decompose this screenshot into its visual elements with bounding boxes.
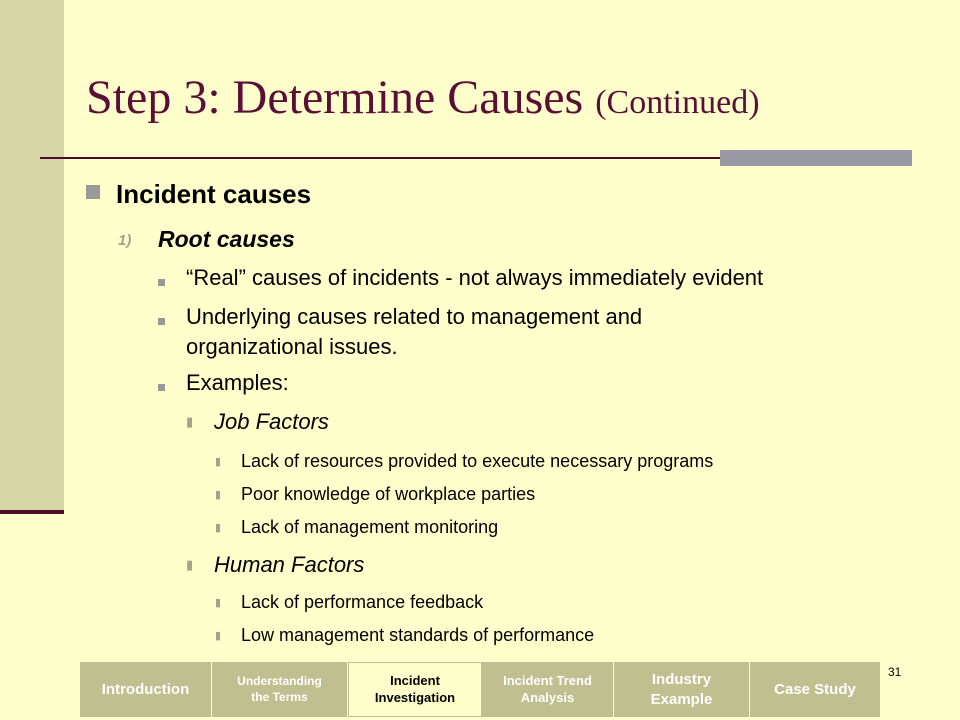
job-factor-item: Poor knowledge of workplace parties bbox=[241, 484, 536, 504]
bullet-underlying-causes-line1: Underlying causes related to management and bbox=[186, 304, 643, 329]
diamond-bullet-icon: ▮ bbox=[186, 557, 194, 572]
nav-label bbox=[503, 673, 592, 707]
nav-label bbox=[651, 670, 713, 709]
nav-label-line2: Investigation bbox=[374, 689, 456, 705]
human-factor-item: Lack of performance feedback bbox=[241, 592, 484, 612]
square-bullet-icon bbox=[158, 318, 165, 325]
nav-label: Case Study bbox=[774, 680, 856, 698]
nav-label-line2: the Terms bbox=[251, 689, 308, 704]
nav-introduction[interactable] bbox=[80, 662, 212, 717]
small-bullet-icon: ▮ bbox=[215, 489, 222, 501]
small-bullet-icon: ▮ bbox=[215, 630, 222, 642]
nav-label-line1: Understanding bbox=[237, 673, 322, 688]
nav-label-line1: Industry bbox=[651, 671, 712, 688]
nav-case-study[interactable] bbox=[750, 662, 880, 717]
nav-industry-example[interactable] bbox=[614, 662, 750, 717]
numbered-marker: 1) bbox=[118, 232, 132, 249]
group-label-human-factors: Human Factors bbox=[214, 552, 365, 577]
bullet-underlying-causes-line2: organizational issues. bbox=[186, 334, 398, 359]
slide-number: 31 bbox=[888, 665, 902, 679]
nav-label: Introduction bbox=[101, 680, 190, 698]
diamond-bullet-icon: ▮ bbox=[186, 414, 194, 429]
nav-label-line2: Example bbox=[650, 690, 713, 708]
job-factor-item: Lack of resources provided to execute necessary programs bbox=[241, 451, 714, 471]
nav-incident-investigation[interactable] bbox=[348, 662, 482, 717]
nav-label-line1: Incident Trend bbox=[503, 672, 592, 688]
heading-incident-causes: Incident causes bbox=[116, 179, 312, 209]
square-bullet-icon bbox=[86, 185, 100, 199]
small-bullet-icon: ▮ bbox=[215, 522, 222, 534]
small-bullet-icon: ▮ bbox=[215, 597, 222, 609]
nav-incident-trend[interactable] bbox=[482, 662, 614, 717]
group-label-job-factors: Job Factors bbox=[214, 409, 329, 434]
job-factor-item: Lack of management monitoring bbox=[241, 517, 499, 537]
nav-label-line2: Analysis bbox=[520, 689, 575, 705]
title-sub: (Continued) bbox=[595, 84, 760, 121]
nav-label bbox=[237, 674, 322, 705]
small-bullet-icon: ▮ bbox=[215, 456, 222, 468]
bullet-real-causes: “Real” causes of incidents - not always immediately evident bbox=[186, 265, 764, 290]
section-nav-bar bbox=[80, 662, 880, 717]
title-main: Step 3: Determine Causes bbox=[86, 71, 596, 124]
square-bullet-icon bbox=[158, 279, 165, 286]
numbered-item-root-causes: Root causes bbox=[158, 226, 295, 252]
nav-understanding-terms[interactable] bbox=[212, 662, 348, 717]
nav-label-line1: Incident bbox=[390, 672, 440, 688]
human-factor-item: Low management standards of performance bbox=[241, 625, 595, 645]
nav-label bbox=[375, 673, 455, 707]
square-bullet-icon bbox=[158, 384, 165, 391]
bullet-examples: Examples: bbox=[186, 370, 289, 395]
